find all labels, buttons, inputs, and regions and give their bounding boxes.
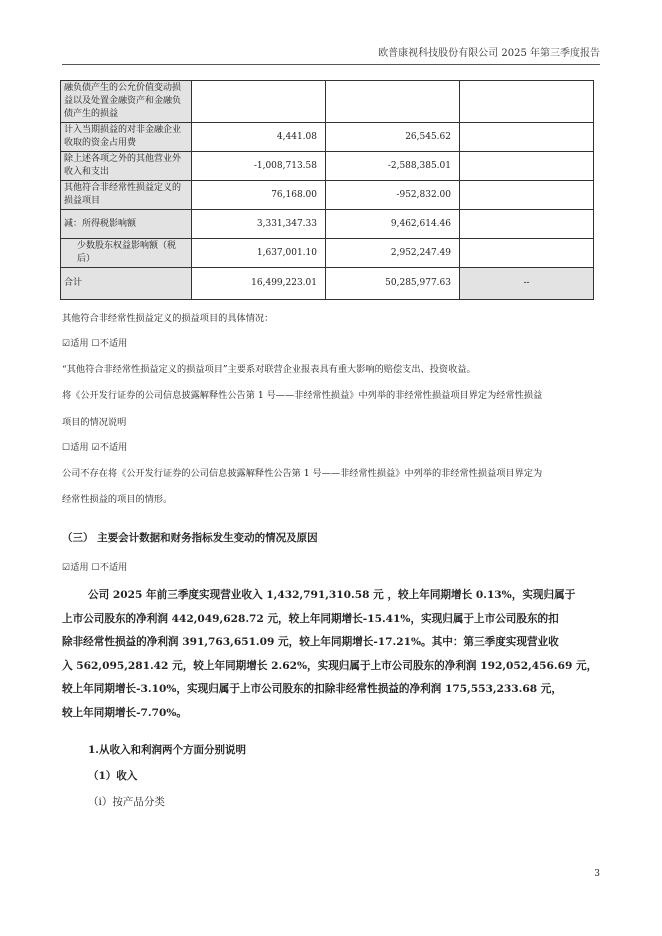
- subsection-1-heading: 1.从收入和利润两个方面分别说明: [88, 744, 246, 756]
- paragraph-line: 入 562,095,281.42 元，较上年同期增长 2.62%，实现归属于上市公司股东的净利润 192,052,456.69 元，: [62, 659, 598, 672]
- paragraph-line: 公司 2025 年前三季度实现营业收入 1,432,791,310.58 元 ，较上年同期增长 0.13%，实现归属于: [88, 589, 576, 601]
- reclassification-line-2: 项目的情况说明: [62, 417, 127, 428]
- table-row: [61, 152, 594, 181]
- cell-current-period: -1,008,713.58: [192, 152, 326, 181]
- table-row: [61, 239, 594, 268]
- table-row: [61, 81, 594, 123]
- cell-note: [460, 123, 594, 152]
- cell-current-period: 1,637,001.10: [192, 239, 326, 268]
- cell-year-to-date: 50,285,977.63: [326, 268, 460, 300]
- paragraph-line: 较上年同期增长-3.10%，实现归属于上市公司股东的扣除非经常性损益的净利润 175,553,233.68 元，: [62, 683, 562, 696]
- row-label: 融负债产生的公允价值变动损益以及处置金融资产和金融负债产生的损益: [61, 81, 192, 123]
- row-label: 除上述各项之外的其他营业外收入和支出: [61, 152, 192, 181]
- applicability-checkbox-3: ☑适用 ☐不适用: [62, 562, 128, 573]
- row-label: 其他符合非经常性损益定义的损益项目: [61, 181, 192, 210]
- paragraph-line: 上市公司股东的净利润 442,049,628.72 元，较上年同期增长-15.41%，实现归属于上市公司股东的扣: [62, 612, 559, 625]
- reclassification-desc-line-1: 公司不存在将《公开发行证券的公司信息披露解释性公告第 1 号——非经常性损益》中列举的非经常性损益项目界定为: [62, 468, 543, 479]
- non-recurring-gains-table: [60, 80, 594, 300]
- page-number: 3: [594, 869, 600, 879]
- other-items-title: 其他符合非经常性损益定义的损益项目的具体情况：: [62, 313, 274, 324]
- table-row: [61, 123, 594, 152]
- reclassification-desc-line-2: 经常性损益的项目的情形。: [62, 494, 173, 505]
- cell-year-to-date: 2,952,247.49: [326, 239, 460, 268]
- cell-note: [460, 81, 594, 123]
- row-label: 计入当期损益的对非金融企业收取的资金占用费: [61, 123, 192, 152]
- cell-note: [460, 152, 594, 181]
- subsection-1-1-heading: （1）收入: [88, 770, 138, 782]
- cell-current-period: 16,499,223.01: [192, 268, 326, 300]
- row-label: 合计: [61, 268, 192, 300]
- page-header: 欧普康视科技股份有限公司 2025 年第三季度报告: [62, 44, 600, 65]
- cell-note: [460, 210, 594, 239]
- paragraph-line: 较上年同期增长-7.70%。: [62, 706, 188, 719]
- cell-current-period: [192, 81, 326, 123]
- table-row: [61, 181, 594, 210]
- table-row: [61, 210, 594, 239]
- reclassification-line-1: 将《公开发行证券的公司信息披露解释性公告第 1 号——非经常性损益》中列举的非经常性损益项目界定为经常性损益: [62, 390, 543, 401]
- cell-year-to-date: -952,832.00: [326, 181, 460, 210]
- cell-current-period: 3,331,347.33: [192, 210, 326, 239]
- results-paragraph: [62, 584, 602, 726]
- other-items-description: “其他符合非经常性损益定义的损益项目”主要系对联营企业报表具有重大影响的赔偿支出、投资收益。: [62, 364, 476, 375]
- subsection-1-1-i-heading: （i）按产品分类: [88, 796, 165, 808]
- cell-year-to-date: 9,462,614.46: [326, 210, 460, 239]
- cell-current-period: 4,441.08: [192, 123, 326, 152]
- cell-current-period: 76,168.00: [192, 181, 326, 210]
- cell-year-to-date: [326, 81, 460, 123]
- cell-note: --: [460, 268, 594, 300]
- section-title: （三） 主要会计数据和财务指标发生变动的情况及原因: [62, 532, 318, 544]
- paragraph-line: 除非经常性损益的净利润 391,763,651.09 元，较上年同期增长-17.21%。其中：第三季度实现营业收: [62, 636, 559, 649]
- row-label: 少数股东权益影响额（税后）: [61, 239, 192, 268]
- cell-year-to-date: -2,588,385.01: [326, 152, 460, 181]
- cell-year-to-date: 26,545.62: [326, 123, 460, 152]
- cell-note: [460, 239, 594, 268]
- cell-note: [460, 181, 594, 210]
- row-label: 减：所得税影响额: [61, 210, 192, 239]
- applicability-checkbox-1: ☑适用 ☐不适用: [62, 338, 128, 349]
- table-row: [61, 268, 594, 300]
- applicability-checkbox-2: ☐适用 ☑不适用: [62, 442, 128, 453]
